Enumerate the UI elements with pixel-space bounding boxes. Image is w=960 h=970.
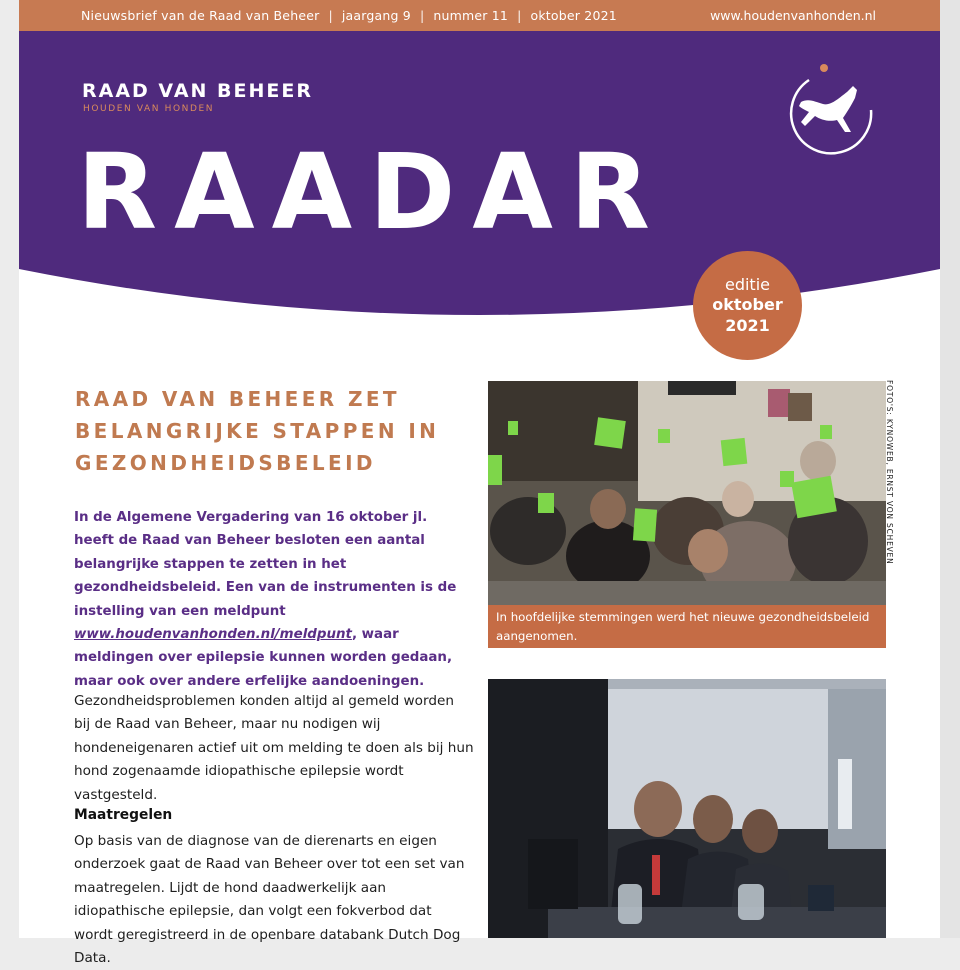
- issue-meta: Nieuwsbrief van de Raad van Beheer | jaargang 9 | nummer 11 | oktober 2021: [81, 8, 617, 23]
- article-paragraph-2: Op basis van de diagnose van de dierenarts en eigen onderzoek gaat de Raad van Beheer over tot een set van maatregelen. Lijdt de hond daadwerkelijk aan idiopathische epilepsie, dan volgt een fokverbod dat wordt geregistreerd in de openbare databank Dutch Dog Data.: [74, 833, 465, 967]
- website-link[interactable]: www.houdenvanhonden.nl: [710, 8, 876, 23]
- newsletter-title: RAADAR: [77, 131, 667, 253]
- headline-line-3: GEZONDHEIDSBELEID: [75, 451, 376, 475]
- article-headline: [75, 383, 455, 479]
- issue-label: nummer 11: [433, 8, 509, 23]
- volume-label: jaargang 9: [341, 8, 411, 23]
- org-name: RAAD VAN BEHEER: [82, 80, 314, 102]
- photo-credit: FOTO'S: KYNOWEB, ERNST VON SCHEVEN: [885, 380, 894, 565]
- lead-text-end: , waar meldingen over epilepsie kunnen worden gedaan, maar ook over andere erfelijke aandoeningen.: [74, 627, 453, 689]
- voting-photo: [488, 381, 886, 605]
- viewer-margin: [940, 0, 960, 938]
- edition-badge: [693, 251, 802, 360]
- dog-logo-icon: [781, 58, 877, 158]
- date-label: oktober 2021: [530, 8, 617, 23]
- article-subheading: Maatregelen: [74, 807, 173, 823]
- photo-caption: In hoofdelijke stemmingen werd het nieuwe gezondheidsbeleid aangenomen.: [488, 605, 886, 648]
- org-tagline: HOUDEN VAN HONDEN: [83, 104, 215, 114]
- badge-line-2: oktober: [712, 295, 783, 314]
- newsletter-label: Nieuwsbrief van de Raad van Beheer: [81, 8, 320, 23]
- headline-line-1: RAAD VAN BEHEER ZET: [75, 387, 400, 411]
- badge-line-3: 2021: [725, 316, 770, 335]
- lead-text-start: In de Algemene Vergadering van 16 oktober jl. heeft de Raad van Beheer besloten een aantal belangrijke stappen te zetten in het gezondheidsbeleid. Een van de instrumenten is de instelling van een meldpunt: [74, 510, 457, 619]
- newsletter-page: [19, 0, 940, 967]
- article-lead: [74, 506, 470, 693]
- board-meeting-photo: [488, 679, 886, 938]
- headline-line-2: BELANGRIJKE STAPPEN IN: [75, 419, 440, 443]
- meldpunt-link[interactable]: www.houdenvanhonden.nl/meldpunt: [74, 627, 352, 643]
- article-paragraph-1: Gezondheidsproblemen konden altijd al gemeld worden bij de Raad van Beheer, maar nu nodigen wij hondeneigenaren actief uit om melding te doen als bij hun hond zogenaamde idiopathische epilepsie wordt vastgesteld.: [74, 693, 474, 803]
- masthead-bar: [19, 0, 940, 31]
- badge-line-1: editie: [724, 275, 770, 294]
